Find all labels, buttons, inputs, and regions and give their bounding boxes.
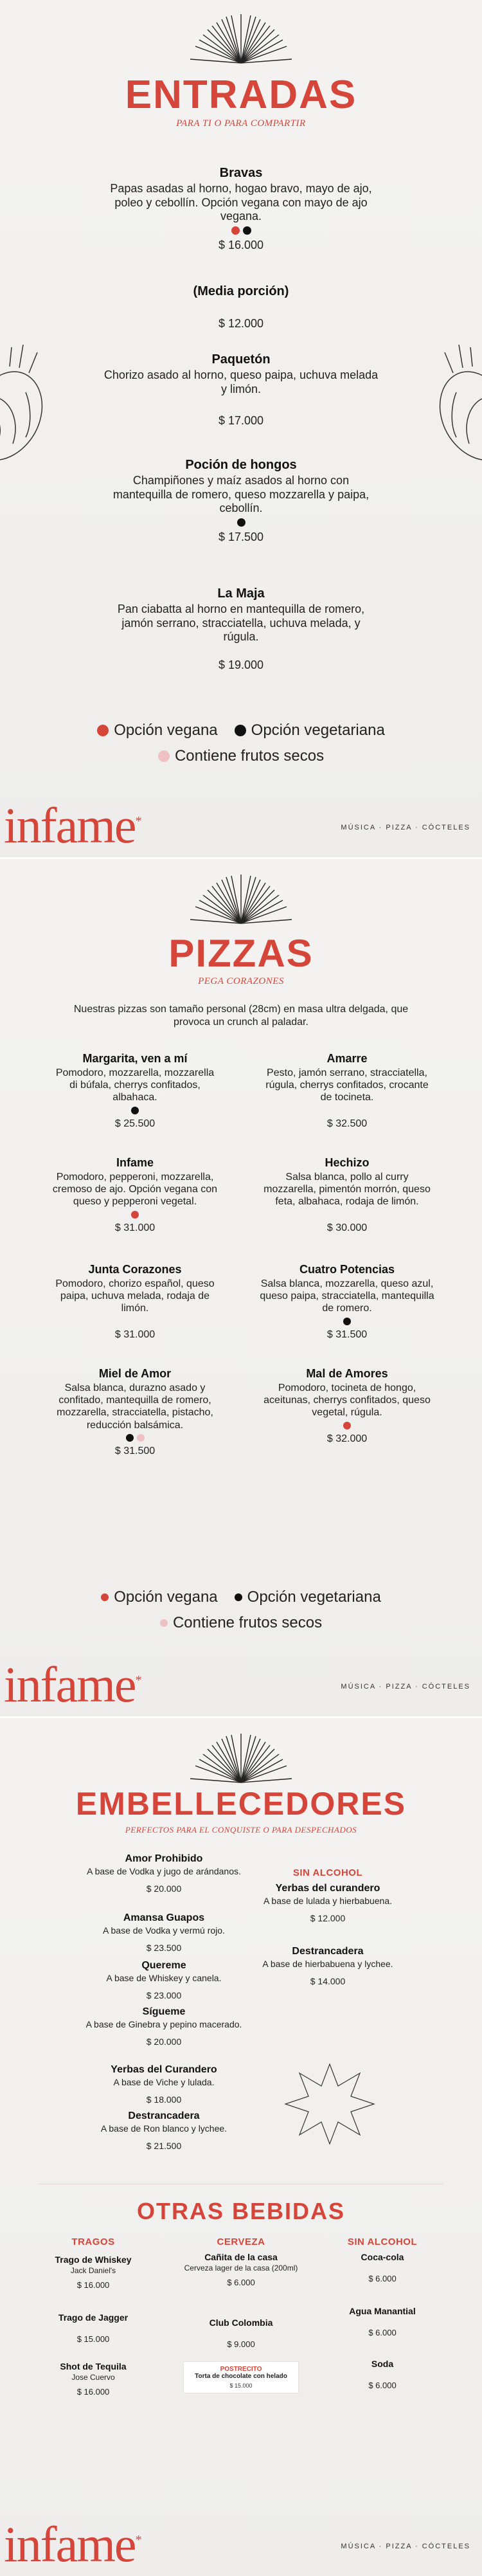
trago-whiskey: [39, 2254, 148, 2290]
item-price: $ 16.000: [218, 238, 264, 251]
item-name: Poción de hongos: [185, 458, 297, 472]
postrecito-card: [183, 2361, 299, 2393]
item-description: Pomodoro, tocineta de hongo, aceitunas, cherrys confitados, queso vegetal, rúgula.: [263, 1383, 431, 1419]
legend-nuts: Contiene frutos secos: [174, 747, 325, 765]
item-description: Pesto, jamón serrano, stracciatella, rúgula, cherrys confitados, crocante de tocineta.: [265, 1067, 429, 1103]
tagline: MÚSICA · PIZZA · CÓCTELES: [341, 1683, 470, 1691]
item-price: $ 31.500: [114, 1445, 156, 1456]
diet-markers: [257, 1318, 437, 1325]
item-description: Pomodoro, pepperoni, mozzarella, cremoso de ajo. Opción vegana con queso y pepperoni vegetal.: [52, 1172, 218, 1208]
diet-markers: [103, 226, 379, 235]
otras-bebidas-title: OTRAS BEBIDAS: [136, 2198, 346, 2224]
tagline: MÚSICA · PIZZA · CÓCTELES: [341, 2543, 470, 2550]
item-name: Hechizo: [325, 1156, 370, 1169]
legend-vegetarian: Opción vegetariana: [247, 1588, 381, 1606]
legend-vegan: Opción vegana: [114, 1588, 218, 1606]
item-description: A base de hierbabuena y lychee.: [262, 1959, 393, 1969]
item-name: Yerbas del curandero: [275, 1883, 380, 1894]
item-price: $ 20.000: [146, 2036, 182, 2047]
item-description: Pan ciabatta al horno en mantequilla de romero, jamón serrano, stracciatella, uchuva melada, y rúgula.: [117, 603, 365, 644]
item-name: Miel de Amor: [98, 1367, 172, 1380]
embellecedores-title: EMBELLECEDORES: [75, 1786, 407, 1822]
vegetarian-marker-icon: [237, 518, 245, 527]
item-price: $ 6.000: [227, 2278, 255, 2288]
item-name: Soda: [371, 2359, 394, 2369]
item-price: $ 14.000: [310, 1975, 346, 1986]
diet-markers: [51, 1434, 219, 1442]
sunburst-ornament-icon: [186, 13, 296, 64]
item-description: Pomodoro, chorizo español, queso paipa, uchuva melada, rodaja de limón.: [55, 1278, 215, 1314]
sunburst-ornament-icon: [186, 1732, 296, 1784]
item-name: Infame: [116, 1156, 154, 1169]
item-price: $ 16.000: [76, 2280, 110, 2290]
item-price: $ 32.500: [326, 1118, 368, 1129]
diet-markers: [263, 1422, 431, 1429]
nuts-marker-icon: [137, 1434, 145, 1442]
mocktail-yerbas-del-curandero: [257, 1883, 398, 1923]
otras-sin-alcohol-heading: SIN ALCOHOL: [347, 2236, 418, 2247]
item-price: $ 30.000: [326, 1222, 368, 1233]
item-name: Amansa Guapos: [123, 1912, 205, 1923]
legend-vegan: Opción vegana: [114, 721, 218, 739]
page-footer: [0, 2518, 482, 2576]
item-price: $ 6.000: [368, 2274, 397, 2283]
item-price: $ 23.000: [146, 1990, 182, 2000]
pizzas-title: PIZZAS: [168, 932, 314, 975]
item-price: $ 21.500: [146, 2140, 182, 2151]
item-name: Quereme: [141, 1960, 186, 1971]
item-description: Cerveza lager de la casa (200ml): [184, 2263, 298, 2272]
item-name: (Media porción): [193, 284, 289, 298]
nuts-marker-icon: [158, 750, 170, 762]
diet-markers: [51, 1107, 219, 1114]
postrecito-price: $ 15.000: [229, 2382, 253, 2389]
pizza-miel-de-amor: [51, 1367, 219, 1457]
diet-markers: [109, 518, 373, 527]
entradas-item-pocion-de-hongos: [109, 458, 373, 544]
item-description: A base de Vodka y vermú rojo.: [103, 1925, 225, 1936]
entradas-page: [0, 0, 482, 857]
item-price: $ 9.000: [227, 2339, 255, 2349]
mocktail-destrancadera: [257, 1946, 398, 1986]
cerveza-canita: [180, 2252, 302, 2287]
item-name: Margarita, ven a mí: [82, 1052, 188, 1065]
item-description: A base de Ginebra y pepino macerado.: [85, 2019, 242, 2029]
item-description: Jose Cuervo: [71, 2373, 115, 2382]
legend-nuts: Contiene frutos secos: [172, 1614, 323, 1631]
item-description: Champiñones y maíz asados al horno con mantequilla de romero, queso mozzarella y paipa, cebollín.: [112, 474, 370, 515]
bebidas-page: [0, 1718, 482, 2576]
vegan-marker-icon: [343, 1422, 351, 1429]
bebida-soda: [328, 2359, 437, 2390]
pizza-margarita: [51, 1052, 219, 1130]
cocktail-quereme: [84, 1960, 244, 2000]
cocktail-amansa-guapos: [84, 1912, 244, 1953]
vegetarian-marker-icon: [126, 1434, 134, 1442]
vegan-marker-icon: [97, 725, 109, 736]
pizza-infame: [51, 1156, 219, 1234]
item-name: Amarre: [326, 1052, 368, 1065]
heart-illustration-right-icon: [431, 341, 482, 463]
item-name: Junta Corazones: [88, 1263, 182, 1276]
star-outline-icon: [281, 2059, 378, 2149]
vegan-marker-icon: [101, 1593, 109, 1601]
item-description: A base de Vodka y jugo de arándanos.: [87, 1866, 241, 1876]
item-price: $ 20.000: [146, 1883, 182, 1894]
item-price: $ 17.500: [218, 530, 264, 543]
tragos-heading: TRAGOS: [71, 2236, 115, 2247]
item-price: $ 31.000: [114, 1329, 156, 1340]
brand-logo: infame*: [4, 1656, 141, 1712]
item-description: Salsa blanca, durazno asado y confitado, mantequilla de romero, mozzarella, stracciatella, pistacho, reducción balsámica.: [57, 1383, 213, 1431]
item-name: Destrancadera: [292, 1946, 364, 1957]
pizza-junta-corazones: [51, 1263, 219, 1341]
sunburst-ornament-icon: [186, 873, 296, 925]
diet-markers: [51, 1211, 219, 1219]
vegan-marker-icon: [131, 1211, 139, 1219]
cerveza-heading: CERVEZA: [217, 2236, 265, 2247]
trago-jagger: [39, 2312, 148, 2344]
item-name: Destrancadera: [128, 2110, 200, 2121]
item-name: Trago de Whiskey: [55, 2254, 132, 2265]
brand-logo: infame*: [4, 797, 141, 853]
cocktail-sigueme: [84, 2006, 244, 2047]
embellecedores-subtitle: PERFECTOS PARA EL CONQUISTE O PARA DESPECHADOS: [125, 1825, 357, 1835]
pizza-hechizo: [263, 1156, 431, 1234]
item-price: $ 25.500: [114, 1118, 156, 1129]
item-price: $ 17.000: [218, 414, 264, 428]
tagline: MÚSICA · PIZZA · CÓCTELES: [341, 824, 470, 831]
diet-legend: [0, 721, 482, 765]
postrecito-title: POSTRECITO: [220, 2366, 262, 2373]
item-price: $ 15.000: [76, 2334, 110, 2344]
pizzas-page: [0, 859, 482, 1716]
item-price: $ 19.000: [218, 658, 264, 671]
cocktail-destrancadera: [84, 2110, 244, 2151]
item-price: $ 18.000: [146, 2094, 182, 2105]
entradas-title: ENTRADAS: [125, 73, 357, 117]
vegetarian-marker-icon: [235, 725, 246, 736]
item-name: Yerbas del Curandero: [111, 2064, 217, 2075]
item-description: Papas asadas al horno, hogao bravo, mayo de ajo, poleo y cebollín. Opción vegana con mayo de ajo vegana.: [110, 182, 372, 223]
item-price: $ 12.000: [310, 1912, 346, 1923]
entradas-item-la-maja: [109, 586, 373, 672]
pizzas-intro: Nuestras pizzas son tamaño personal (28cm) en masa ultra delgada, que provoca un crunch al paladar.: [73, 1004, 409, 1028]
diet-legend: [0, 1588, 482, 1632]
item-description: A base de Viche y lulada.: [113, 2077, 215, 2087]
page-footer: [0, 799, 482, 857]
item-price: $ 32.000: [326, 1433, 368, 1444]
item-price: $ 12.000: [218, 317, 264, 330]
item-price: $ 6.000: [368, 2328, 397, 2337]
pizza-mal-de-amores: [263, 1367, 431, 1445]
cerveza-club-colombia: [180, 2317, 302, 2349]
item-name: Coca-cola: [361, 2252, 404, 2262]
item-price: $ 31.500: [326, 1329, 368, 1340]
vegetarian-marker-icon: [131, 1107, 139, 1114]
item-name: Cuatro Potencias: [299, 1263, 395, 1276]
item-name: La Maja: [217, 586, 265, 601]
item-name: Shot de Tequila: [60, 2361, 127, 2372]
vegetarian-marker-icon: [243, 226, 251, 235]
shot-tequila: [39, 2361, 148, 2397]
sin-alcohol-heading: SIN ALCOHOL: [292, 1867, 363, 1878]
cocktail-amor-prohibido: [84, 1853, 244, 1894]
item-description: Salsa blanca, pollo al curry mozzarella, pimentón morrón, queso feta, albahaca, rodaja de limón.: [263, 1172, 431, 1208]
entradas-subtitle: PARA TI O PARA COMPARTIR: [176, 118, 306, 129]
item-price: $ 6.000: [368, 2381, 397, 2390]
page-footer: [0, 1658, 482, 1716]
heart-illustration-left-icon: [0, 341, 51, 463]
entradas-item-paqueton: [103, 352, 379, 428]
pizzas-subtitle: PEGA CORAZONES: [198, 976, 284, 986]
pizza-cuatro-potencias: [257, 1263, 437, 1341]
item-price: $ 31.000: [114, 1222, 156, 1233]
postrecito-description: Torta de chocolate con helado: [195, 2373, 287, 2380]
item-price: $ 23.500: [146, 1942, 182, 1953]
item-description: Salsa blanca, mozzarella, queso azul, queso paipa, stracciatella, mantequilla de romero.: [260, 1278, 434, 1314]
bebida-agua-manantial: [328, 2306, 437, 2337]
item-description: A base de Whiskey y canela.: [106, 1973, 222, 1983]
bebida-coca-cola: [328, 2252, 437, 2283]
item-description: Pomodoro, mozzarella, mozzarella di búfala, cherrys confitados, albahaca.: [55, 1067, 215, 1103]
item-description: A base de lulada y hierbabuena.: [263, 1896, 393, 1906]
entradas-item-media-porcion: [103, 284, 379, 331]
cocktail-yerbas-del-curandero: [84, 2064, 244, 2105]
vegetarian-marker-icon: [235, 1593, 242, 1601]
pizza-amarre: [263, 1052, 431, 1130]
vegetarian-marker-icon: [343, 1318, 351, 1325]
vegan-marker-icon: [231, 226, 240, 235]
item-name: Bravas: [219, 166, 263, 180]
item-name: Paquetón: [211, 352, 271, 367]
item-description: Jack Daniel's: [70, 2266, 116, 2275]
item-name: Trago de Jagger: [58, 2312, 129, 2323]
item-name: Sígueme: [142, 2006, 186, 2017]
item-name: Cañita de la casa: [204, 2252, 278, 2262]
entradas-item-bravas: [103, 166, 379, 252]
nuts-marker-icon: [160, 1619, 168, 1627]
item-price: $ 16.000: [76, 2387, 110, 2397]
item-name: Mal de Amores: [306, 1367, 388, 1380]
brand-logo: infame*: [4, 2516, 141, 2572]
item-name: Club Colombia: [209, 2317, 273, 2328]
item-name: Amor Prohibido: [125, 1853, 203, 1864]
item-name: Agua Manantial: [349, 2306, 416, 2316]
item-description: A base de Ron blanco y lychee.: [100, 2123, 228, 2134]
legend-vegetarian: Opción vegetariana: [251, 721, 385, 739]
item-description: Chorizo asado al horno, queso paipa, uchuva melada y limón.: [103, 368, 379, 395]
